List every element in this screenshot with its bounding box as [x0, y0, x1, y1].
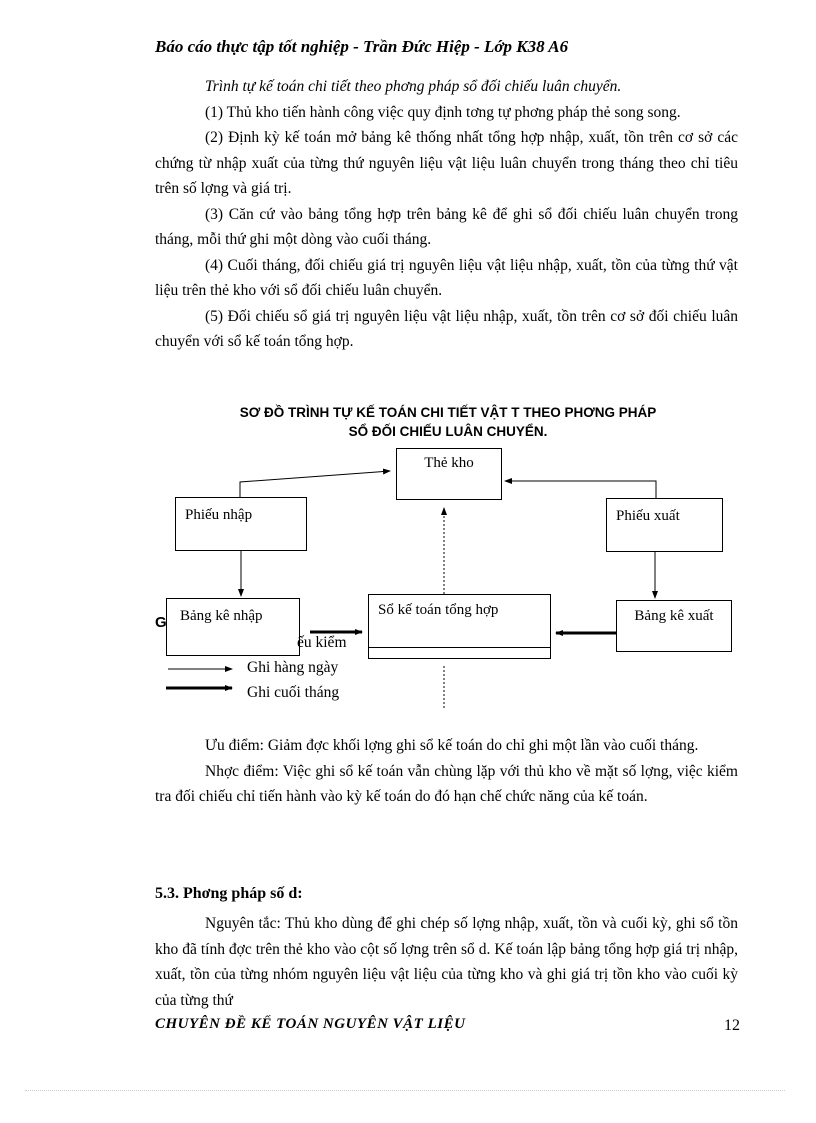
evaluation-section — [155, 733, 738, 810]
section-body-wrap — [155, 911, 738, 1013]
intro-caption: Trình tự kế toán chi tiết theo phơng pháp sổ đối chiếu luân chuyển. — [205, 78, 622, 95]
step-1: (1) Thủ kho tiến hành công việc quy định tơng tự phơng pháp thẻ song song. — [205, 103, 681, 121]
page-header: Báo cáo thực tập tốt nghiệp - Trần Đức Hiệp - Lớp K38 A6 — [155, 37, 569, 56]
page-footer — [155, 1015, 740, 1037]
box-bang-ke-nhap-label: Bảng kê nhập — [180, 608, 263, 624]
diagram-title-line1: SƠ ĐỒ TRÌNH TỰ KẾ TOÁN CHI TIẾT VẬT T THEO PHƠNG PHÁP — [239, 405, 657, 420]
bottom-divider — [25, 1090, 785, 1091]
step-5: (5) Đối chiếu sổ giá trị nguyên liệu vật liệu nhập, xuất, tồn trên cơ sở đối chiếu luân chuyển với sổ kế toán tổng hợp. — [155, 307, 738, 350]
section-body: Nguyên tắc: Thủ kho dùng để ghi chép số lợng nhập, xuất, tồn và cuối kỳ, ghi sổ tồn kho đã tính đợc trên thẻ kho vào cột số lợng trên sổ d. Kế toán lập bảng tổng hợp giá trị nhập, xuất, tồn của từng nhóm nguyên liệu vật liệu của từng kho và ghi giá trị tồn kho vào cuối kỳ của từng thứ — [155, 915, 738, 1009]
section-heading: 5.3. Phơng pháp số d: — [155, 885, 303, 902]
box-bang-ke-xuat-label: Bảng kê xuất — [634, 608, 714, 624]
arrow-phieu-nhap-to-the-kho — [240, 471, 390, 497]
box-bang-ke-nhap — [166, 598, 300, 656]
diagram-title-line2: SỔ ĐỐI CHIẾU LUÂN CHUYỂN. — [348, 424, 548, 439]
box-the-kho — [396, 448, 502, 500]
box-phieu-nhap-label: Phiếu nhập — [185, 507, 253, 523]
box-phieu-nhap — [175, 497, 307, 551]
box-so-ke-toan — [368, 594, 551, 659]
legend-daily-label: Ghi hàng ngày — [247, 659, 339, 676]
box-so-ke-toan-label: Sổ kế toán tổng hợp — [378, 602, 499, 618]
legend-check-label: ếu kiểm — [297, 634, 347, 651]
box-phieu-xuat-label: Phiếu xuất — [616, 508, 680, 524]
so-ke-toan-bottom — [368, 658, 550, 659]
box-the-kho-label: Thẻ kho — [424, 455, 474, 471]
step-4: (4) Cuối tháng, đối chiếu giá trị nguyên liệu vật liệu nhập, xuất, tồn của từng thứ vật liệu trên thẻ kho với sổ đối chiếu luân chuyển. — [155, 256, 738, 299]
cons-text: Nhợc điểm: Việc ghi sổ kế toán vẫn chùng lặp với thủ kho về mặt số lợng, việc kiểm tra đối chiếu chỉ tiến hành vào kỳ kế toán do đó hạn chế chức năng của kế toán. — [155, 762, 738, 805]
box-phieu-xuat — [606, 498, 723, 552]
pros-text: Ưu điểm: Giảm đợc khối lợng ghi sổ kế toán do chỉ ghi một lần vào cuối tháng. — [205, 737, 699, 754]
page-number: 12 — [724, 1017, 740, 1034]
step-3: (3) Căn cứ vào bảng tổng hợp trên bảng kê để ghi sổ đối chiếu luân chuyển trong tháng, mỗi thứ ghi một dòng vào cuối tháng. — [155, 205, 738, 248]
legend-monthend-label: Ghi cuối tháng — [247, 684, 340, 701]
footer-text: CHUYÊN ĐỀ KẾ TOÁN NGUYÊN VẬT LIỆU — [155, 1016, 466, 1032]
step-2: (2) Định kỳ kế toán mở bảng kê thống nhất tổng hợp nhập, xuất, tồn trên cơ sở các chứng từ nhập xuất của từng thứ nguyên liệu vật liệu luân chuyển trong tháng theo chỉ tiêu trên số lợng và giá trị. — [155, 129, 738, 197]
legend-partial-g: G — [155, 614, 167, 631]
so-ke-toan-divider — [368, 647, 550, 648]
box-bang-ke-xuat — [616, 600, 732, 652]
